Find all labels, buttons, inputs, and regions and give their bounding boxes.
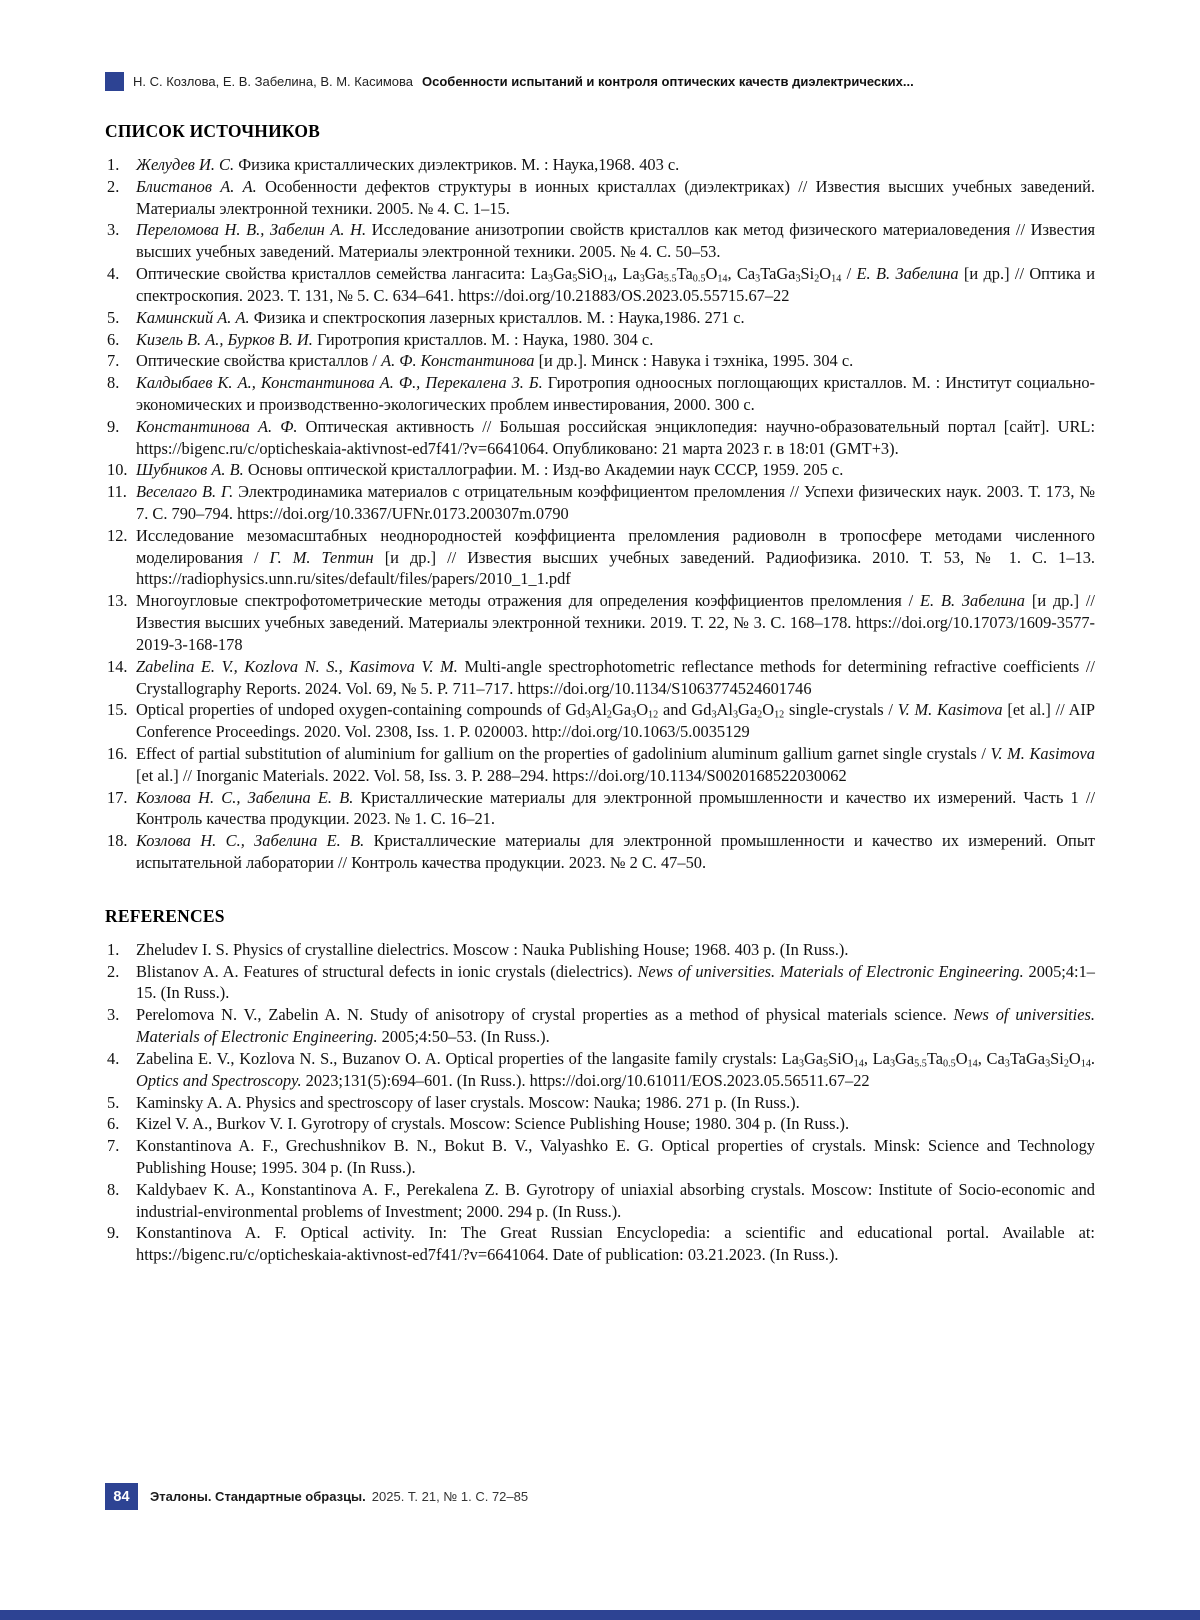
reference-number: 17.	[107, 787, 128, 807]
italic-segment: Козлова Н. С., Забелина Е. В.	[136, 787, 354, 807]
references-heading: REFERENCES	[105, 905, 225, 926]
header-authors: Н. С. Козлова, Е. В. Забелина, В. М. Касимова	[133, 74, 413, 89]
reference-number: 13.	[107, 591, 128, 611]
reference-text	[136, 940, 848, 959]
reference-item	[105, 1222, 1095, 1266]
text-segment: Многоугловые спектрофотометрические методы отражения для определения коэффициентов преломления /	[136, 591, 920, 611]
text-segment: [и др.] // Известия высших учебных заведений. Радиофизика. 2010. Т. 53, № 1. С. 1–13. https://radiophysics.unn.ru/sites/default/files/papers/2010_1_1.pdf	[136, 547, 1095, 589]
reference-number: 4.	[107, 1048, 120, 1068]
subscript-segment: 14	[853, 1058, 864, 1070]
text-segment: , Ca	[727, 264, 756, 284]
text-segment: Физика кристаллических диэлектриков. М. : Наука,1968. 403 с.	[234, 155, 680, 174]
reference-item	[105, 263, 1095, 307]
subscript-segment: 3	[798, 1058, 804, 1070]
reference-number: 18.	[107, 831, 128, 851]
subscript-segment: 3	[548, 273, 554, 285]
reference-number: 9.	[107, 416, 120, 436]
subscript-segment: 0.5	[943, 1058, 956, 1070]
text-segment: Zheludev I. S. Physics of crystalline dielectrics. Moscow : Nauka Publishing House; 1968. 403 p. (In Russ.).	[136, 939, 849, 959]
text-segment: Гиротропия кристаллов. М. : Наука, 1980. 304 с.	[312, 329, 654, 349]
text-segment: Гиротропия одноосных поглощающих кристаллов. М. : Институт социально-экономических и производственно-экологических проблем инвестирования, 2000. 300 с.	[136, 373, 1096, 414]
reference-text	[136, 1049, 1095, 1090]
reference-number: 2.	[107, 176, 120, 196]
reference-number: 7.	[107, 351, 120, 371]
italic-segment: Козлова Н. С., Забелина Е. В.	[136, 831, 365, 851]
text-segment: Физика и спектроскопия лазерных кристаллов. М. : Наука,1986. 271 с.	[249, 307, 745, 327]
reference-text	[136, 155, 679, 174]
subscript-segment: 14	[717, 273, 728, 285]
text-segment: , Ca	[977, 1048, 1005, 1068]
reference-text	[136, 1005, 1095, 1046]
reference-text	[136, 220, 1095, 261]
reference-number: 11.	[107, 482, 127, 502]
reference-item	[105, 743, 1095, 787]
reference-text	[136, 1223, 1095, 1264]
text-segment: Ga	[644, 264, 664, 284]
text-segment: SiO	[577, 264, 603, 284]
text-segment: Kizel V. A., Burkov V. I. Gyrotropy of crystals. Moscow: Science Publishing House; 1980. 304 p. (In Russ.).	[136, 1114, 850, 1134]
reference-item	[105, 481, 1095, 525]
reference-text	[136, 1136, 1095, 1177]
reference-text	[136, 657, 1095, 698]
reference-number: 8.	[107, 373, 120, 393]
text-segment: Ga	[738, 700, 758, 720]
reference-text	[136, 308, 745, 327]
subscript-segment: 14	[1080, 1058, 1091, 1070]
subscript-segment: 0.5	[692, 273, 706, 285]
reference-item	[105, 656, 1095, 700]
reference-text	[136, 700, 1095, 741]
reference-item	[105, 416, 1095, 460]
italic-segment: Веселаго В. Г.	[136, 482, 234, 502]
text-segment: Blistanov A. A. Features of structural defects in ionic crystals (dielectrics).	[136, 961, 638, 981]
page-footer	[105, 1483, 528, 1510]
text-segment: Оптические свойства кристаллов семейства лангасита: La	[136, 264, 549, 284]
text-segment: Kaldybaev K. A., Konstantinova A. F., Perekalena Z. B. Gyrotropy of uniaxial absorbing crystals. Moscow: Institute of Socio-economic and industrial-environmental problems of Investment; 2000. 294 p. (In Russ.).	[136, 1179, 1095, 1221]
text-segment: Al	[590, 700, 607, 720]
subscript-segment: 12	[648, 709, 659, 721]
text-segment: [и др.] // Известия высших учебных заведений. Материалы электронной техники. 2019. Т. 22, № 3. С. 168–178. https://doi.org/10.17073/1609-3577-2019-3-168-178	[136, 591, 1095, 654]
text-segment: 2005;4:1–15. (In Russ.).	[136, 961, 1095, 1003]
italic-segment: News of universities. Materials of Electronic Engineering.	[136, 1005, 1095, 1047]
text-segment: Al	[716, 700, 733, 720]
subscript-segment: 2	[606, 709, 612, 721]
italic-segment: Переломова Н. В., Забелин А. Н.	[136, 220, 367, 240]
text-segment: .	[1090, 1048, 1096, 1068]
reference-number: 2.	[107, 961, 120, 981]
page-number-badge: 84	[105, 1483, 138, 1510]
subscript-segment: 2	[757, 709, 763, 721]
text-segment: Optical properties of undoped oxygen-containing compounds of Gd	[136, 700, 586, 720]
sources-heading: СПИСОК ИСТОЧНИКОВ	[105, 121, 321, 141]
text-segment: O	[1068, 1048, 1081, 1068]
italic-segment: V. M. Kasimova	[897, 700, 1003, 720]
text-segment: Ga	[612, 700, 632, 720]
text-segment: TaGa	[1009, 1048, 1046, 1068]
reference-item	[105, 525, 1095, 590]
reference-item	[105, 1113, 1095, 1135]
reference-number: 12.	[107, 525, 128, 545]
text-segment: Исследование анизотропии свойств кристаллов как метод физического материаловедения // Известия высших учебных заведений. Материалы электронной техники. 2005. № 4. С. 50–53.	[136, 220, 1096, 262]
reference-item	[105, 699, 1095, 743]
text-segment: Особенности дефектов структуры в ионных кристаллах (диэлектриках) // Известия высших учебных заведений. Материалы электронной техники. 2005. № 4. С. 1–15.	[136, 176, 1096, 218]
text-segment: , La	[863, 1048, 890, 1068]
reference-item	[105, 1179, 1095, 1223]
reference-number: 5.	[107, 307, 120, 327]
text-segment: Исследование мезомасштабных неоднородностей коэффициента преломления радиоволн в тропосфере методами численного моделирования /	[136, 525, 1095, 567]
italic-segment: А. Ф. Константинова	[381, 351, 535, 371]
reference-item	[105, 329, 1095, 351]
subscript-segment: 3	[1045, 1058, 1051, 1070]
subscript-segment: 5	[572, 273, 578, 285]
reference-item	[105, 176, 1095, 220]
italic-segment: Блистанов А. А.	[136, 176, 257, 196]
italic-segment: Optics and Spectroscopy.	[136, 1070, 302, 1090]
sources-list	[105, 154, 1095, 874]
subscript-segment: 14	[602, 273, 613, 285]
text-segment: Оптические свойства кристаллов /	[136, 351, 382, 371]
text-segment: SiO	[828, 1048, 854, 1068]
subscript-segment: 3	[889, 1058, 896, 1070]
italic-segment: Каминский А. А.	[136, 307, 250, 327]
reference-item	[105, 1092, 1095, 1114]
footer-journal-title: Эталоны. Стандартные образцы.	[150, 1489, 366, 1504]
reference-number: 14.	[107, 656, 128, 676]
subscript-segment: 2	[814, 273, 820, 285]
text-segment: Ga	[553, 264, 573, 284]
reference-item	[105, 372, 1095, 416]
text-segment: Perelomova N. V., Zabelin A. N. Study of anisotropy of crystal properties as a method of physical materials science.	[136, 1005, 954, 1025]
reference-text	[136, 460, 843, 479]
text-segment: TaGa	[760, 264, 796, 284]
reference-number: 3.	[107, 220, 120, 240]
reference-text	[136, 264, 1095, 305]
italic-segment: Калдыбаев К. А., Константинова А. Ф., Перекалена З. Б.	[136, 373, 543, 393]
text-segment: Si	[800, 264, 815, 284]
text-segment: Effect of partial substitution of aluminium for gallium on the properties of gadolinium aluminum gallium garnet single crystals /	[136, 743, 991, 763]
text-segment: and Gd	[658, 700, 712, 720]
text-segment: Konstantinova A. F., Grechushnikov B. N., Bokut B. V., Valyashko E. G. Optical properties of crystals. Minsk: Science and Technology Publishing House; 1995. 304 p. (In Russ.).	[136, 1136, 1095, 1177]
reference-item	[105, 590, 1095, 655]
subscript-segment: 5	[823, 1058, 829, 1070]
text-segment: Ga	[895, 1048, 915, 1068]
subscript-segment: 3	[755, 273, 761, 285]
reference-number: 7.	[107, 1136, 120, 1156]
italic-segment: Кизель В. А., Бурков В. И.	[136, 329, 313, 349]
subscript-segment: 3	[1004, 1058, 1010, 1070]
page-header	[105, 0, 1095, 91]
reference-text	[136, 831, 1095, 872]
italic-segment: V. M. Kasimova	[990, 743, 1096, 763]
italic-segment: Константинова А. Ф.	[136, 416, 298, 436]
reference-item	[105, 219, 1095, 263]
reference-text	[136, 1180, 1095, 1221]
reference-item	[105, 154, 1095, 176]
reference-text	[136, 962, 1095, 1003]
text-segment: [и др.]. Минск : Навука і тэхніка, 1995. 304 с.	[534, 351, 854, 371]
header-accent-square-icon	[105, 72, 124, 91]
header-article-title: Особенности испытаний и контроля оптических качеств диэлектрических...	[422, 74, 914, 89]
text-segment: 2023;131(5):694–601. (In Russ.). https://doi.org/10.61011/EOS.2023.05.56511.67–22	[301, 1070, 870, 1090]
text-segment: 2005;4:50–53. (In Russ.).	[377, 1027, 550, 1047]
reference-item	[105, 961, 1095, 1005]
reference-number: 5.	[107, 1092, 120, 1112]
references-list	[105, 939, 1095, 1266]
bottom-accent-bar	[0, 1610, 1200, 1620]
subscript-segment: 5.5	[914, 1058, 927, 1070]
reference-number: 16.	[107, 743, 128, 763]
reference-number: 1.	[107, 939, 120, 959]
reference-number: 1.	[107, 155, 120, 174]
text-segment: Ta	[676, 264, 693, 284]
reference-text	[136, 330, 653, 349]
text-segment: O	[819, 264, 832, 284]
italic-segment: Е. В. Забелина	[920, 591, 1026, 611]
text-segment: O	[705, 264, 718, 284]
reference-number: 15.	[107, 700, 128, 720]
text-segment: Электродинамика материалов с отрицательным коэффициентом преломления // Успехи физических наук. 2003. Т. 173, № 7. С. 790–794. https://doi.org/10.3367/UFNr.0173.200307m.0790	[136, 482, 1095, 523]
reference-item	[105, 1004, 1095, 1048]
italic-segment: News of universities. Materials of Electronic Engineering.	[637, 961, 1024, 981]
reference-text	[136, 373, 1095, 414]
reference-text	[136, 1114, 849, 1133]
subscript-segment: 3	[639, 273, 645, 285]
italic-segment: Zabelina E. V., Kozlova N. S., Kasimova V. M.	[136, 656, 458, 676]
text-segment: , La	[612, 264, 640, 284]
reference-text	[136, 591, 1095, 654]
subscript-segment: 3	[631, 709, 637, 721]
text-segment: Кристаллические материалы для электронной промышленности и качество их измерений. Часть 1 // Контроль качества продукции. 2023. № 1. С. 16–21.	[136, 787, 1095, 829]
footer-issue-info: 2025. Т. 21, № 1. С. 72–85	[371, 1489, 529, 1504]
reference-number: 4.	[107, 264, 120, 284]
text-segment: Multi-angle spectrophotometric reflectance methods for determining refractive coefficients // Crystallography Reports. 2024. Vol. 69, № 5. P. 711–717. https://doi.org/10.1134/S1063774524601746	[136, 656, 1095, 698]
text-segment: Оптическая активность // Большая российская энциклопедия: научно-образовательный портал [сайт]. URL: https://bigenc.ru/c/opticheskaia-aktivnost-ed7f41/?v=6641064. Опубликовано: 21 марта 2023 г. в 18:01 (GMT+3).	[136, 416, 1095, 458]
subscript-segment: 5.5	[663, 273, 677, 285]
reference-text	[136, 788, 1095, 829]
text-segment: [et al.] // Inorganic Materials. 2022. Vol. 58, Iss. 3. P. 288–294. https://doi.org/10.1134/S0020168522030062	[136, 765, 847, 785]
reference-text	[136, 417, 1095, 458]
reference-text	[136, 1093, 800, 1112]
subscript-segment: 12	[774, 709, 785, 721]
text-segment: Konstantinova A. F. Optical activity. In: The Great Russian Encyclopedia: a scientific and educational portal. Available at: https://bigenc.ru/c/opticheskaia-aktivnost-ed7f41/?v=6641064. Date of publication: 03.21.2023. (In Russ.).	[136, 1223, 1095, 1265]
reference-item	[105, 939, 1095, 961]
reference-text	[136, 351, 853, 370]
reference-number: 3.	[107, 1005, 120, 1025]
text-segment: Ga	[803, 1048, 824, 1068]
text-segment: Si	[1050, 1048, 1064, 1068]
reference-item	[105, 1048, 1095, 1092]
text-segment: O	[636, 700, 649, 720]
reference-number: 6.	[107, 329, 120, 349]
text-segment: Kaminsky A. A. Physics and spectroscopy of laser crystals. Moscow: Nauka; 1986. 271 p. (In Russ.).	[136, 1092, 800, 1112]
subscript-segment: 3	[795, 273, 801, 285]
reference-number: 9.	[107, 1223, 120, 1243]
italic-segment: Желудев И. С.	[136, 155, 235, 174]
reference-item	[105, 787, 1095, 831]
reference-item	[105, 459, 1095, 481]
reference-number: 6.	[107, 1114, 120, 1134]
reference-item	[105, 307, 1095, 329]
text-segment: single-crystals /	[784, 700, 898, 720]
reference-item	[105, 350, 1095, 372]
text-segment: [et al.] // AIP Conference Proceedings. 2020. Vol. 2308, Iss. 1. P. 020003. http://doi.org/10.1063/5.0035129	[136, 700, 1095, 742]
subscript-segment: 14	[967, 1058, 978, 1070]
reference-text	[136, 744, 1095, 785]
subscript-segment: 3	[585, 709, 591, 721]
text-segment: [и др.] // Оптика и спектроскопия. 2023. Т. 131, № 5. С. 634–641. https://doi.org/10.21883/OS.2023.05.55715.67–22	[136, 264, 1095, 305]
italic-segment: Г. М. Тептин	[269, 547, 374, 567]
reference-text	[136, 482, 1095, 523]
reference-number: 10.	[107, 460, 128, 480]
italic-segment: Е. В. Забелина	[856, 264, 959, 284]
text-segment: Ta	[926, 1048, 943, 1068]
reference-item	[105, 830, 1095, 874]
reference-text	[136, 177, 1095, 218]
text-segment: /	[841, 264, 857, 284]
text-segment: Основы оптической кристаллографии. М. : Изд-во Академии наук СССР, 1959. 205 с.	[243, 460, 844, 480]
italic-segment: Шубников А. В.	[136, 460, 244, 480]
subscript-segment: 3	[711, 709, 717, 721]
reference-number: 8.	[107, 1179, 120, 1199]
text-segment: Кристаллические материалы для электронной промышленности и качество их измерений. Опыт испытательной лаборатории // Контроль качества продукции. 2023. № 2 С. 47–50.	[136, 831, 1095, 872]
reference-text	[136, 526, 1095, 589]
reference-item	[105, 1135, 1095, 1179]
subscript-segment: 3	[732, 709, 739, 721]
text-segment: O	[955, 1048, 968, 1068]
text-segment: Zabelina E. V., Kozlova N. S., Buzanov O. A. Optical properties of the langasite family crystals: La	[136, 1048, 799, 1068]
text-segment: O	[762, 700, 775, 720]
subscript-segment: 2	[1063, 1058, 1069, 1070]
subscript-segment: 14	[831, 273, 842, 285]
